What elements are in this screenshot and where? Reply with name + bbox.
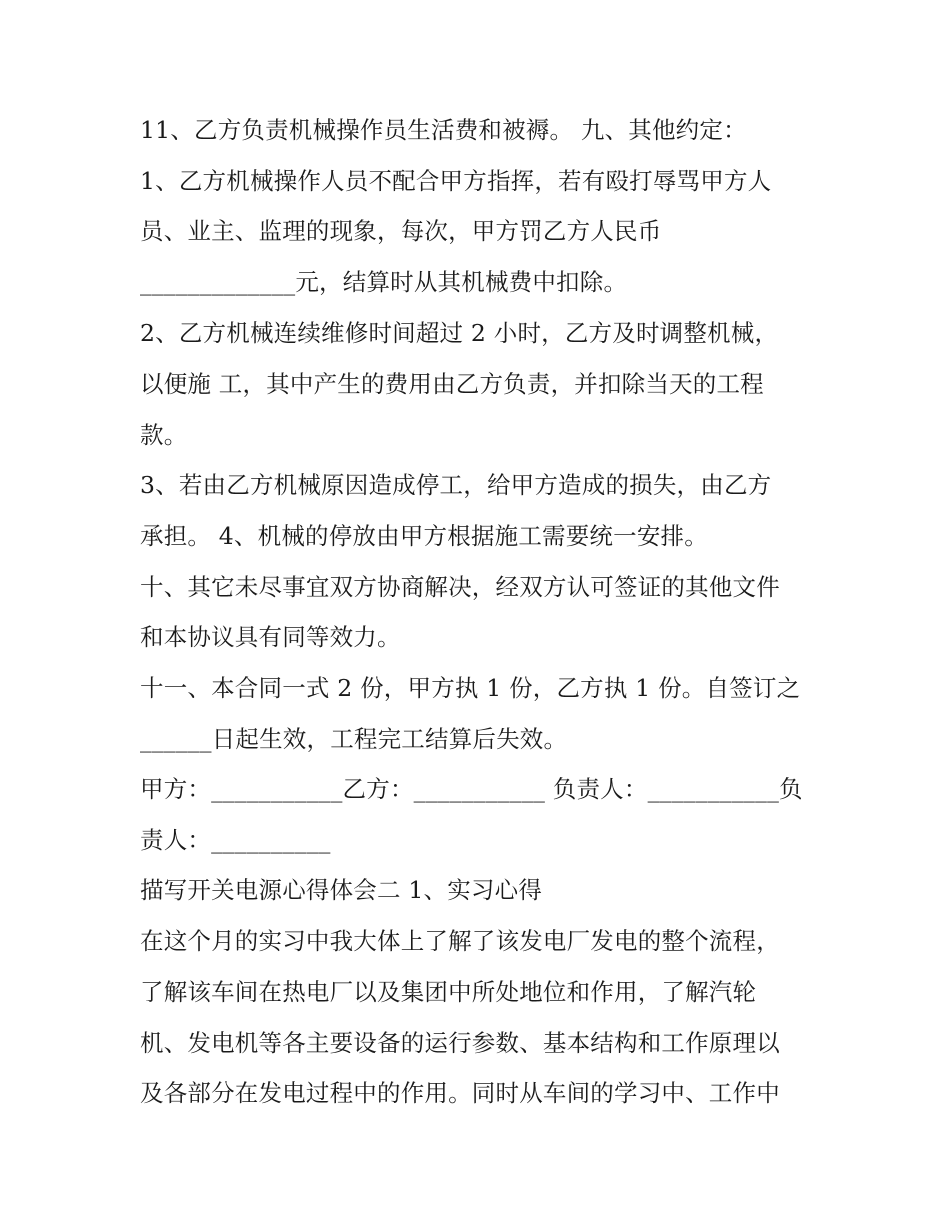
text-line: 机、发电机等各主要设备的运行参数、基本结构和工作原理以 xyxy=(140,1029,780,1057)
text-line: 员、业主、监理的现象，每次，甲方罚乙方人民币 xyxy=(140,217,662,245)
text-line: 十一、本合同一式 2 份，甲方执 1 份，乙方执 1 份。自签订之 xyxy=(140,674,801,702)
text-line: 1、乙方机械操作人员不配合甲方指挥，若有殴打辱骂甲方人 xyxy=(140,167,772,195)
text-line: 在这个月的实习中我大体上了解了该发电厂发电的整个流程， xyxy=(140,927,780,955)
text-line: 以便施 工，其中产生的费用由乙方负责，并扣除当天的工程 xyxy=(140,370,764,398)
section-heading: 描写开关电源心得体会二 1、实习心得 xyxy=(140,876,543,904)
text-line: 甲方：___________乙方：___________ 负责人：___________负 xyxy=(140,775,803,803)
text-line: 2、乙方机械连续维修时间超过 2 小时，乙方及时调整机械， xyxy=(140,319,779,347)
text-line: ______日起生效，工程完工结算后失效。 xyxy=(140,725,568,753)
text-line: 了解该车间在热电厂以及集团中所处地位和作用，了解汽轮 xyxy=(140,978,757,1006)
text-line: 11、乙方负责机械操作员生活费和被褥。 九、其他约定： xyxy=(140,116,747,144)
text-line: _____________元，结算时从其机械费中扣除。 xyxy=(140,268,628,296)
text-line: 责人：__________ xyxy=(140,826,331,854)
text-line: 十、其它未尽事宜双方协商解决，经双方认可签证的其他文件 xyxy=(140,573,780,601)
text-line: 承担。 4、机械的停放由甲方根据施工需要统一安排。 xyxy=(140,522,708,550)
text-line: 及各部分在发电过程中的作用。同时从车间的学习中、工作中 xyxy=(140,1079,780,1107)
text-line: 和本协议具有同等效力。 xyxy=(140,623,401,651)
text-line: 3、若由乙方机械原因造成停工，给甲方造成的损失，由乙方 xyxy=(140,471,772,499)
text-line: 款。 xyxy=(140,421,188,449)
